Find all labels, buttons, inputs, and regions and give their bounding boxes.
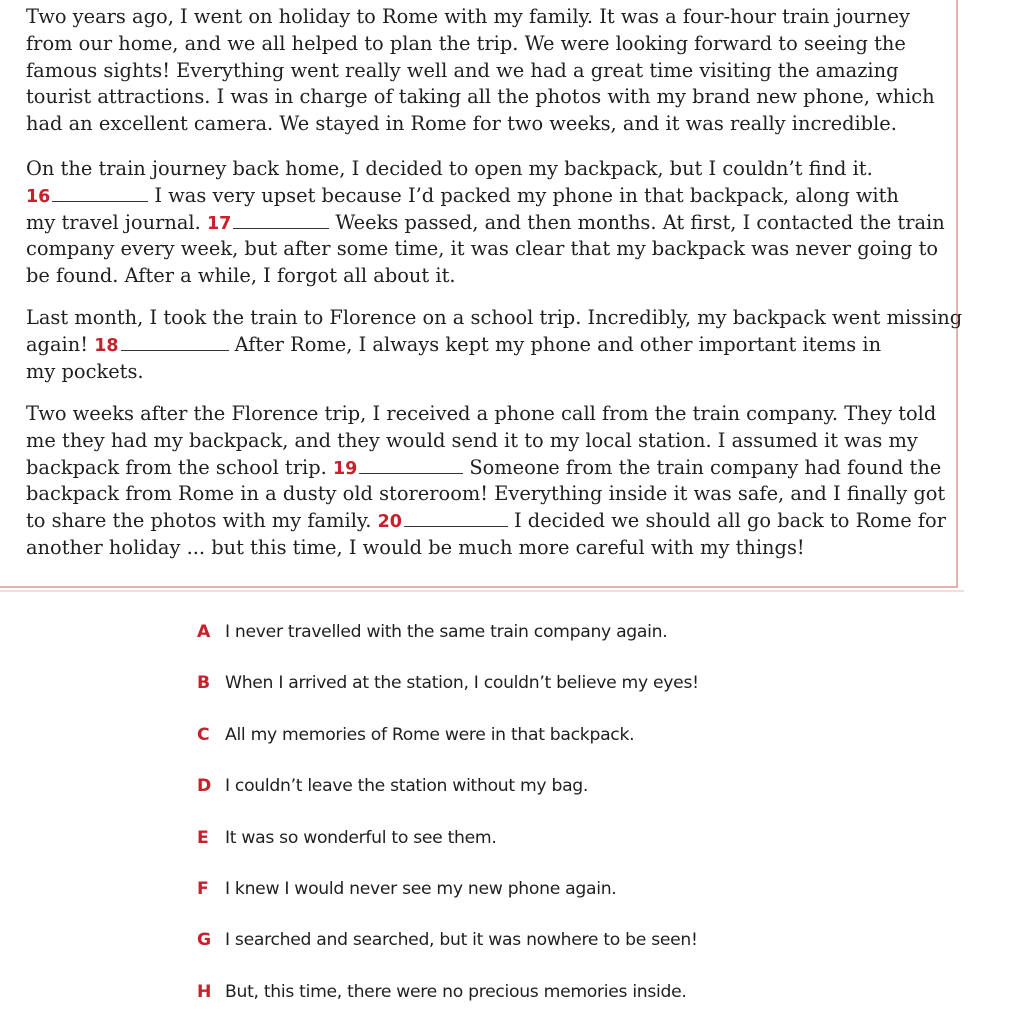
answer-options-list [197, 622, 699, 1033]
paragraph-line: had an excellent camera. We stayed in Rome for two weeks, and it was really incredible. [26, 112, 897, 136]
gap-number-19: 19 [332, 458, 358, 479]
paragraph-line: from our home, and we all helped to plan the trip. We were looking forward to seeing the [26, 31, 906, 55]
option-text: But, this time, there were no precious memories inside. [225, 981, 687, 1002]
paragraph-line [26, 210, 945, 237]
gap-20-pre: to share the photos with my family. [26, 509, 372, 533]
paragraph-line: another holiday ... but this time, I would be much more careful with my things! [26, 535, 805, 559]
gap-number-20: 20 [377, 512, 402, 533]
option-letter: B [197, 673, 210, 694]
option-text: All my memories of Rome were in that backpack. [225, 724, 635, 745]
option-f [197, 879, 699, 930]
gap-blank-20 [404, 526, 508, 527]
option-letter: D [197, 776, 211, 797]
option-text: I knew I would never see my new phone again. [225, 878, 617, 899]
paragraph-line [26, 455, 941, 482]
paragraph-line: Two weeks after the Florence trip, I received a phone call from the train company. They told [26, 402, 937, 425]
paragraph-2 [26, 156, 945, 290]
gap-number-16: 16 [26, 186, 51, 207]
paragraph-line [26, 183, 941, 210]
gap-16-text: I was very upset because I’d packed my phone in that backpack, along with [154, 183, 899, 207]
option-letter: C [197, 724, 210, 745]
gap-blank-18 [121, 350, 229, 351]
gap-number-17: 17 [206, 213, 232, 234]
paragraph-line: company every week, but after some time, it was clear that my backpack was never going to [26, 237, 939, 261]
paragraph-line: tourist attractions. I was in charge of taking all the photos with my brand new phone, which [26, 85, 935, 109]
paragraph-line: Last month, I took the train to Florence on a school trip. Incredibly, my backpack went missing [26, 306, 963, 329]
gap-blank-17 [233, 228, 329, 229]
option-d [197, 776, 699, 827]
paragraph-4 [26, 401, 946, 562]
option-e [197, 828, 699, 879]
paragraph-line: On the train journey back home, I decided to open my backpack, but I couldn’t find it. [26, 157, 873, 180]
option-letter: A [197, 622, 211, 642]
paragraph-3 [26, 305, 963, 385]
option-g [197, 930, 699, 981]
option-c [197, 725, 699, 776]
paragraph-1 [26, 4, 941, 138]
paragraph-line: my pockets. [26, 359, 144, 383]
gap-blank-16 [52, 201, 148, 202]
option-h [197, 982, 699, 1033]
paragraph-line: backpack from Rome in a dusty old storeroom! Everything inside it was safe, and I finally got [26, 482, 946, 506]
option-letter: E [197, 827, 209, 848]
gap-number-18: 18 [94, 335, 119, 356]
paragraph-line: me they had my backpack, and they would send it to my local station. I assumed it was my [26, 428, 918, 452]
option-letter: G [197, 930, 211, 951]
gap-17-post: Weeks passed, and then months. At first, I contacted the train [335, 210, 945, 234]
paragraph-line: Two years ago, I went on holiday to Rome with my family. It was a four-hour train journey [26, 5, 910, 28]
paragraph-line: famous sights! Everything went really well and we had a great time visiting the amazing [26, 58, 899, 82]
paragraph-line: be found. After a while, I forgot all about it. [26, 264, 456, 288]
gap-18-pre: again! [26, 332, 89, 356]
option-text: I couldn’t leave the station without my bag. [225, 776, 589, 797]
gap-19-post: Someone from the train company had found the [469, 455, 942, 479]
paragraph-line [26, 508, 946, 535]
gap-19-pre: backpack from the school trip. [26, 455, 327, 479]
paragraph-line [26, 332, 941, 359]
option-text: I searched and searched, but it was nowhere to be seen! [225, 930, 698, 951]
gap-17-pre: my travel journal. [26, 210, 201, 234]
option-letter: F [197, 878, 209, 899]
option-letter: H [197, 981, 212, 1002]
gap-20-post: I decided we should all go back to Rome for [513, 509, 946, 533]
option-text: I never travelled with the same train company again. [225, 622, 668, 642]
option-text: It was so wonderful to see them. [225, 827, 497, 848]
option-text: When I arrived at the station, I couldn’t believe my eyes! [225, 673, 699, 694]
option-b [197, 673, 699, 724]
option-a [197, 622, 699, 673]
gap-18-post: After Rome, I always kept my phone and other important items in [234, 332, 882, 356]
gap-blank-19 [359, 473, 463, 474]
